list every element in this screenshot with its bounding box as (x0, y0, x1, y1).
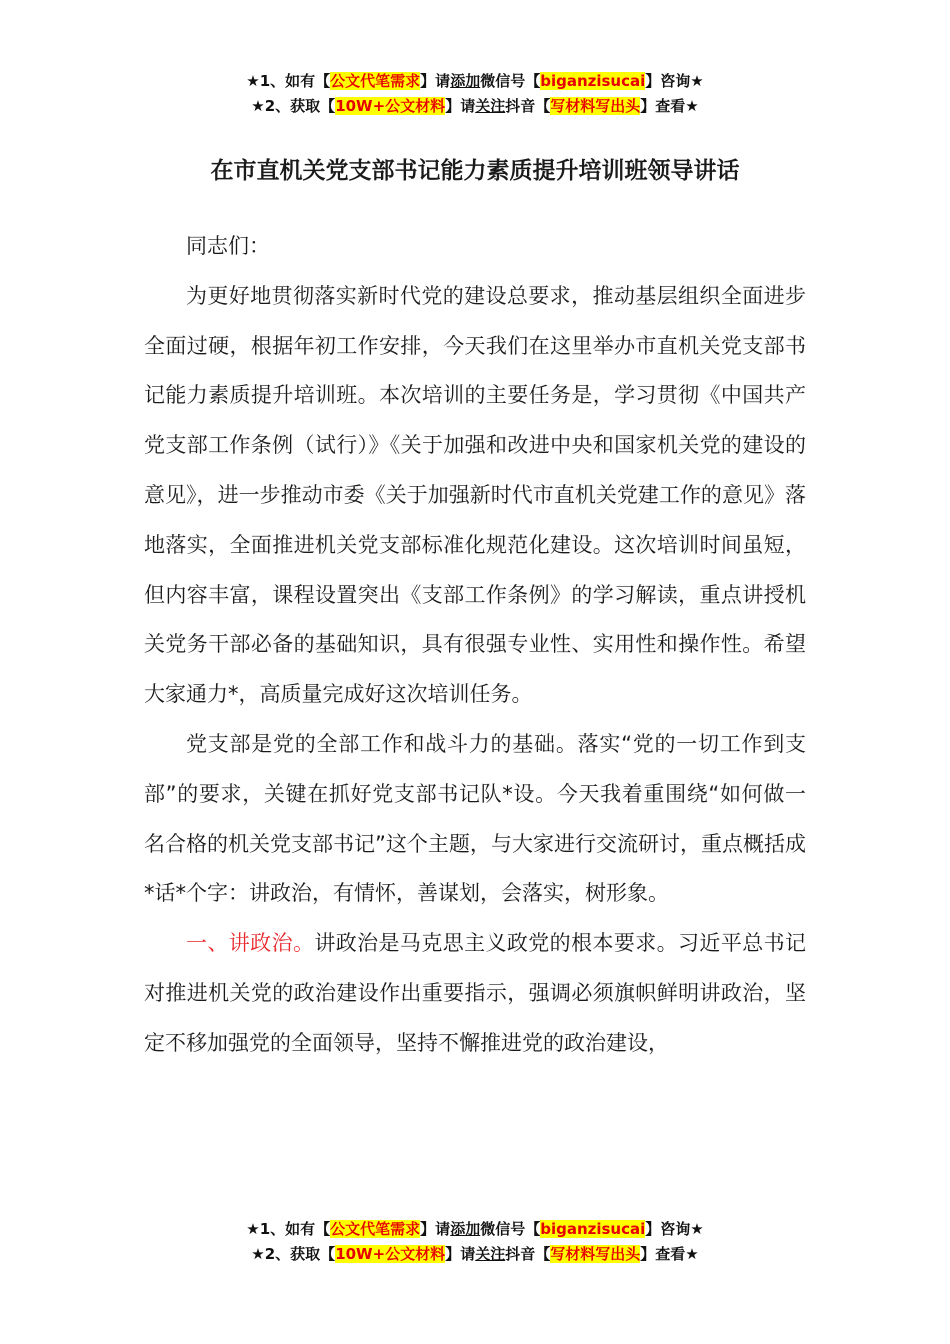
paragraph-3-text: 讲政治是马克思主义政党的根本要求。习近平总书记对推进机关党的政治建设作出重要指示，强调必须旗帜鲜明讲政治，坚定不移加强党的全面领导，坚持不懈推进党的政治建设， (144, 931, 807, 1055)
banner-line-1 (0, 1217, 950, 1242)
banner-text: 】查看★ (640, 1245, 699, 1263)
banner-line-1 (0, 69, 950, 94)
banner-text: ★1、如有【 (246, 1220, 331, 1238)
banner-highlight: 写材料写出头 (550, 1245, 641, 1263)
banner-underline: 关注 (475, 1245, 506, 1263)
banner-highlight: 10W+公文材料 (335, 1245, 446, 1263)
top-banner (0, 69, 950, 119)
banner-highlight: 公文代笔需求 (330, 72, 421, 90)
banner-underline: 关注 (475, 97, 506, 115)
banner-line-2 (0, 94, 950, 119)
paragraph-2: 党支部是党的全部工作和战斗力的基础。落实“党的一切工作到支部”的要求，关键在抓好党支部书记队*设。今天我着重围绕“如何做一名合格的机关党支部书记”这个主题，与大家进行交流研讨，重点概括成*话*个字：讲政治，有情怀，善谋划，会落实，树形象。 (144, 731, 806, 906)
document-title: 在市直机关党支部书记能力素质提升培训班领导讲话 (210, 158, 740, 184)
banner-underline: 添加 (450, 1220, 481, 1238)
banner-highlight: 10W+公文材料 (335, 97, 446, 115)
paragraph-3 (144, 919, 806, 1068)
banner-line-2 (0, 1242, 950, 1267)
banner-text: 】咨询★ (645, 72, 704, 90)
banner-text: 】请 (420, 72, 451, 90)
banner-highlight: biganzisucai (540, 1220, 646, 1238)
banner-text: 】查看★ (640, 97, 699, 115)
banner-text: 抖音【 (505, 1245, 551, 1263)
banner-text: 】请 (420, 1220, 451, 1238)
banner-text: ★2、获取【 (251, 97, 336, 115)
banner-highlight: biganzisucai (540, 72, 646, 90)
banner-underline: 添加 (450, 72, 481, 90)
banner-highlight: 公文代笔需求 (330, 1220, 421, 1238)
banner-text: 】咨询★ (645, 1220, 704, 1238)
banner-text: ★1、如有【 (246, 72, 331, 90)
banner-text: 抖音【 (505, 97, 551, 115)
banner-highlight: 写材料写出头 (550, 97, 641, 115)
document-body (144, 222, 806, 1069)
section-heading: 一、讲政治。 (186, 931, 315, 956)
banner-text: 】请 (445, 1245, 476, 1263)
bottom-banner (0, 1217, 950, 1267)
banner-text: ★2、获取【 (251, 1245, 336, 1263)
banner-text: 】请 (445, 97, 476, 115)
salutation: 同志们： (186, 234, 270, 258)
banner-text: 微信号【 (480, 72, 541, 90)
banner-text: 微信号【 (480, 1220, 541, 1238)
paragraph-1: 为更好地贯彻落实新时代党的建设总要求，推动基层组织全面进步全面过硬，根据年初工作安排，今天我们在这里举办市直机关党支部书记能力素质提升培训班。本次培训的主要任务是，学习贯彻《中国共产党支部工作条例（试行）》《关于加强和改进中央和国家机关党的建设的意见》，进一步推动市委《关于加强新时代市直机关党建工作的意见》落地落实，全面推进机关党支部标准化规范化建设。这次培训时间虽短，但内容丰富，课程设置突出《支部工作条例》的学习解读，重点讲授机关党务干部必备的基础知识，具有很强专业性、实用性和操作性。希望大家通力*，高质量完成好这次培训任务。 (144, 283, 806, 707)
